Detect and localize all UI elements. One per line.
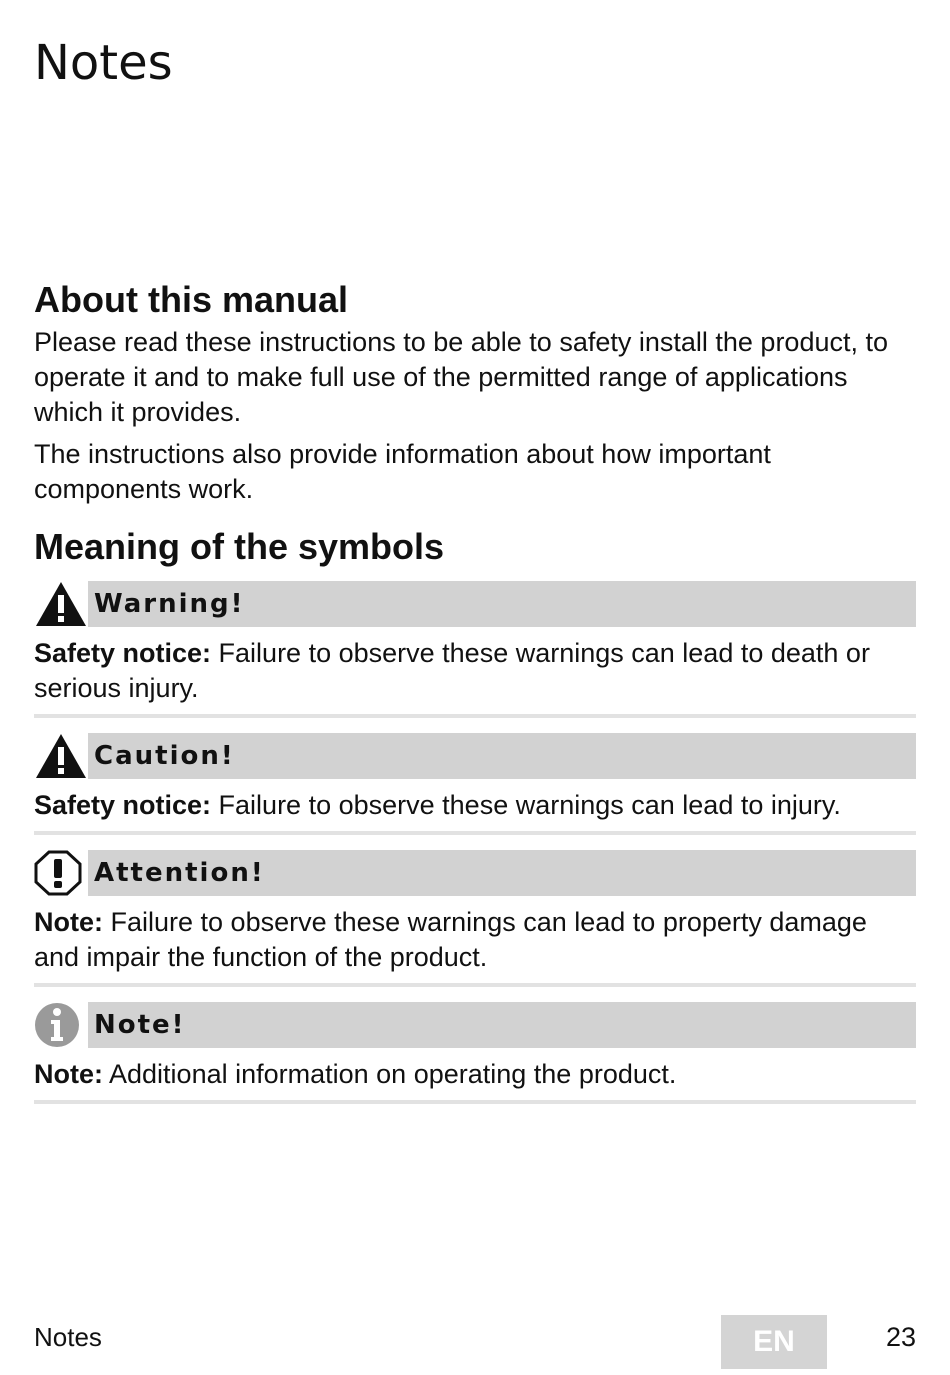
symbols-heading: Meaning of the symbols: [34, 526, 445, 568]
info-circle-icon: [34, 1001, 88, 1049]
symbol-caution: [34, 732, 916, 835]
symbol-description: [34, 788, 916, 835]
warning-triangle-icon: [34, 580, 88, 628]
symbol-header: [34, 732, 916, 780]
symbols-section: [34, 525, 916, 1104]
language-badge: EN: [721, 1315, 827, 1369]
symbol-title: Warning!: [88, 581, 916, 627]
page-number: 23: [885, 1322, 916, 1352]
about-heading: About this manual: [34, 279, 348, 320]
symbol-warning: [34, 580, 916, 718]
page-title: Notes: [34, 35, 173, 91]
symbol-description: [34, 905, 916, 987]
attention-octagon-icon: [34, 849, 88, 897]
symbol-lead: Note:: [34, 907, 103, 938]
about-paragraph: Please read these instructions to be able to safety install the product, to operate it and to make full use of the permitted range of applications which it provides.: [34, 327, 889, 428]
footer-section-name: Notes: [34, 1322, 102, 1352]
caution-triangle-icon: [34, 732, 88, 780]
symbol-text: Additional information on operating the product.: [103, 1059, 677, 1090]
symbol-lead: Note:: [34, 1059, 103, 1090]
symbol-header: [34, 1001, 916, 1049]
symbol-header: [34, 849, 916, 897]
about-section: [34, 278, 916, 507]
symbol-note: [34, 1001, 916, 1104]
symbol-text: Failure to observe these warnings can lead to death or serious injury.: [34, 638, 870, 704]
symbol-text: Failure to observe these warnings can lead to injury.: [211, 790, 841, 821]
symbol-title: Caution!: [88, 733, 916, 779]
main-content: [34, 278, 916, 1104]
symbol-lead: Safety notice:: [34, 638, 212, 669]
symbol-description: [34, 1057, 916, 1104]
symbol-title: Attention!: [88, 850, 916, 896]
symbol-lead: Safety notice:: [34, 790, 212, 821]
about-paragraph: The instructions also provide information about how important components work.: [34, 439, 771, 505]
symbol-attention: [34, 849, 916, 987]
symbol-header: [34, 580, 916, 628]
symbol-description: [34, 636, 916, 718]
symbol-title: Note!: [88, 1002, 916, 1048]
symbol-text: Failure to observe these warnings can lead to property damage and impair the function of the product.: [34, 907, 867, 973]
